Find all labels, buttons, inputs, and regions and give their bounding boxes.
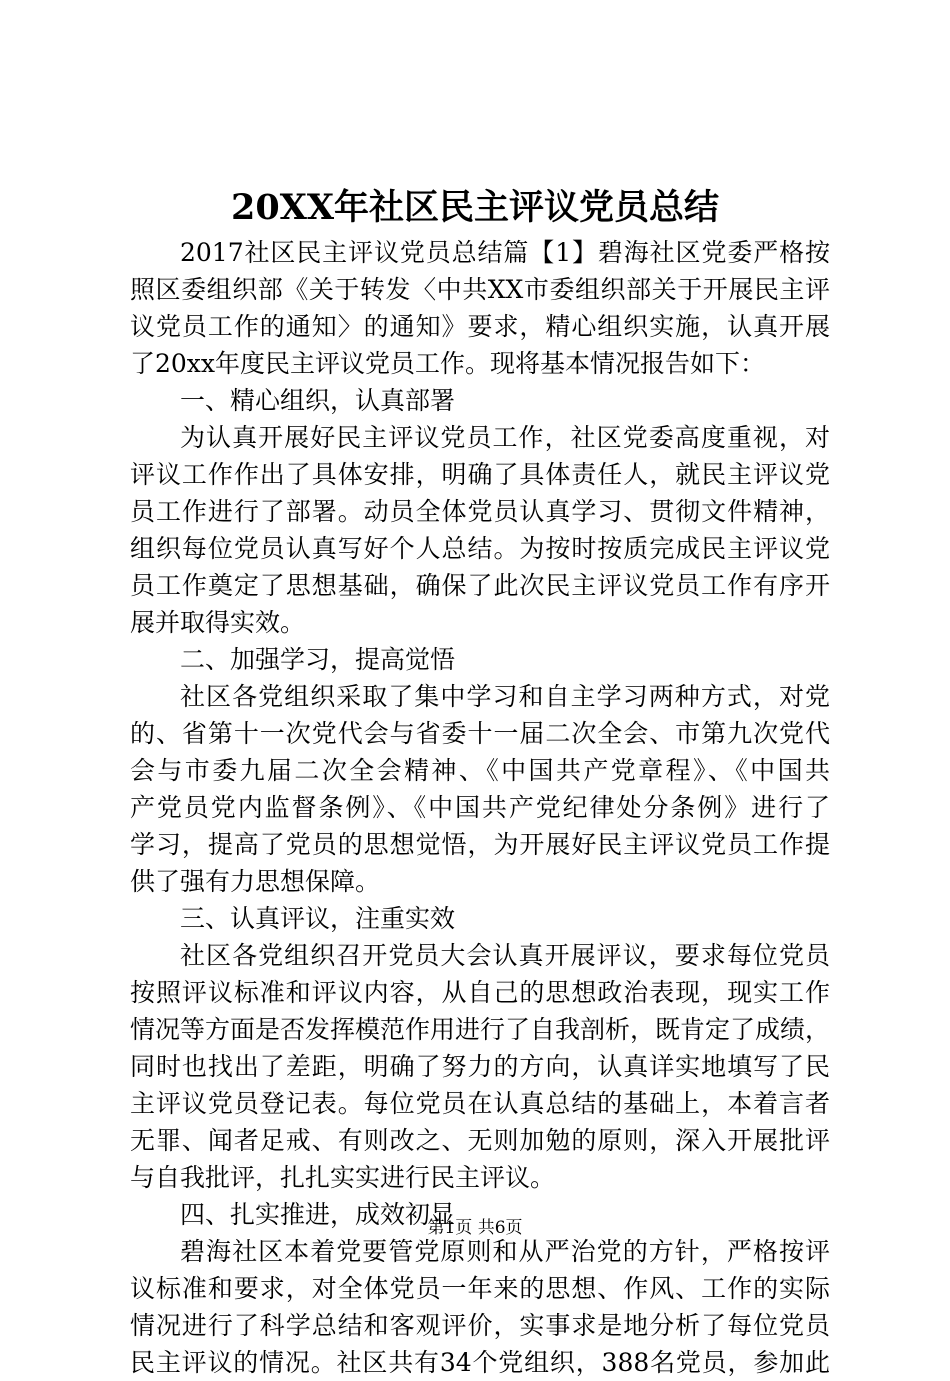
text-line: 三、认真评议，注重实效	[180, 904, 456, 933]
text-line: 碧海社区本着党要管党原则和从严治党的方针，严格按评	[180, 1237, 830, 1266]
text-line: 照区委组织部《关于转发〈中共XX市委组织部关于开展民主评	[130, 275, 830, 304]
text-line: 的、省第十一次党代会与省委十一届二次全会、市第九次党代	[130, 719, 830, 748]
text-line: 无罪、闻者足戒、有则改之、无则加勉的原则，深入开展批评	[130, 1126, 830, 1155]
text-line: 社区各党组织召开党员大会认真开展评议，要求每位党员	[180, 941, 830, 970]
page-footer: 第1页 共6页	[427, 1218, 523, 1238]
text-line: 一、精心组织，认真部署	[180, 386, 456, 415]
text-line: 主评议党员登记表。每位党员在认真总结的基础上，本着言者	[130, 1089, 830, 1118]
document-body	[130, 234, 830, 1381]
text-line: 供了强有力思想保障。	[130, 867, 381, 896]
document-title: 20XX年社区民主评议党员总结	[230, 187, 720, 228]
text-line: 为认真开展好民主评议党员工作，社区党委高度重视，对	[180, 423, 830, 452]
text-line: 民主评议的情况。社区共有34个党组织，388名党员，参加此	[130, 1348, 830, 1377]
text-line: 评议工作作出了具体安排，明确了具体责任人，就民主评议党	[130, 460, 830, 489]
text-line: 员工作进行了部署。动员全体党员认真学习、贯彻文件精神，	[130, 497, 830, 526]
text-line: 会与市委九届二次全会精神、《中国共产党章程》、《中国共	[130, 756, 830, 785]
text-line: 员工作奠定了思想基础，确保了此次民主评议党员工作有序开	[130, 571, 830, 600]
text-line: 与自我批评，扎扎实实进行民主评议。	[130, 1163, 556, 1192]
text-line: 四、扎实推进，成效初显	[180, 1200, 456, 1229]
text-line: 同时也找出了差距，明确了努力的方向，认真详实地填写了民	[130, 1052, 830, 1081]
text-line: 了20xx年度民主评议党员工作。现将基本情况报告如下：	[130, 349, 766, 378]
text-line: 社区各党组织采取了集中学习和自主学习两种方式，对党	[180, 682, 830, 711]
text-line: 议党员工作的通知〉的通知》要求，精心组织实施，认真开展	[130, 312, 830, 341]
text-line: 二、加强学习，提高觉悟	[180, 645, 456, 674]
text-line: 产党员党内监督条例》、《中国共产党纪律处分条例》进行了	[130, 793, 830, 822]
text-line: 组织每位党员认真写好个人总结。为按时按质完成民主评议党	[130, 534, 830, 563]
text-line: 议标准和要求，对全体党员一年来的思想、作风、工作的实际	[130, 1274, 830, 1303]
text-line: 情况进行了科学总结和客观评价，实事求是地分析了每位党员	[130, 1311, 830, 1340]
text-line: 2017社区民主评议党员总结篇【1】碧海社区党委严格按	[180, 238, 830, 267]
text-line: 按照评议标准和评议内容，从自己的思想政治表现，现实工作	[130, 978, 830, 1007]
text-line: 展并取得实效。	[130, 608, 306, 637]
text-line: 学习，提高了党员的思想觉悟，为开展好民主评议党员工作提	[130, 830, 830, 859]
text-line: 情况等方面是否发挥模范作用进行了自我剖析，既肯定了成绩，	[130, 1015, 831, 1044]
